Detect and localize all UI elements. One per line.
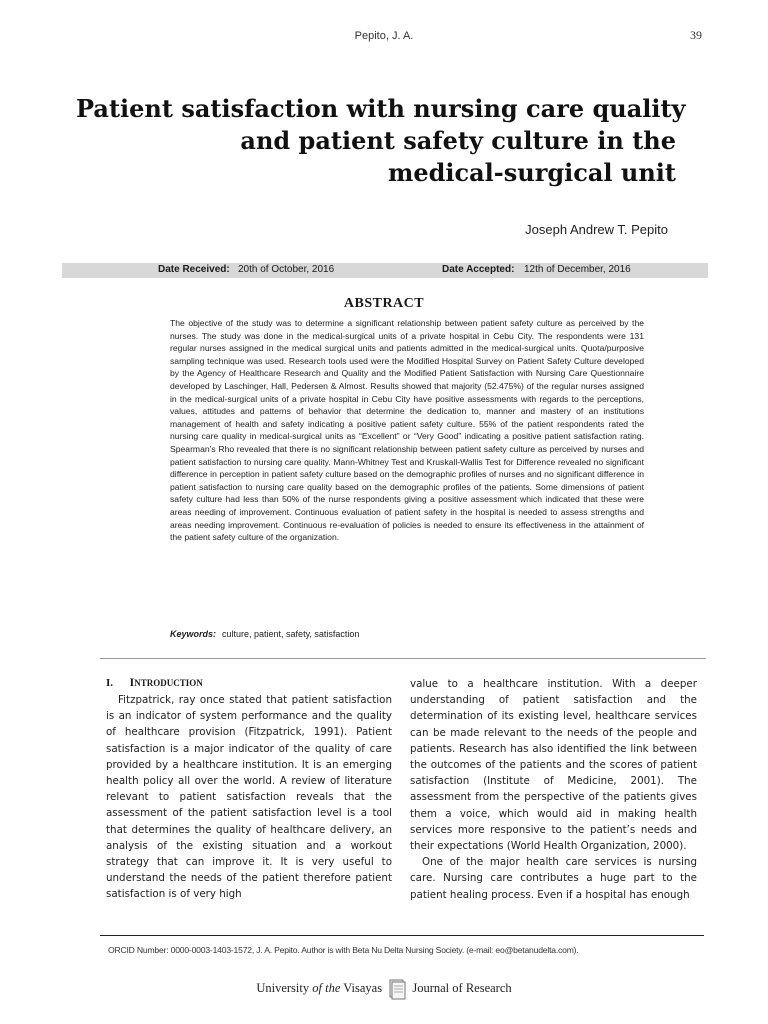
- keywords-label: Keywords:: [170, 629, 217, 639]
- section-divider: [100, 658, 706, 659]
- keywords: [170, 629, 359, 639]
- footer-of-the: of the: [312, 980, 341, 995]
- journal-footer: [0, 978, 768, 1000]
- book-logo-icon: [388, 978, 406, 1000]
- page-number: 39: [690, 28, 702, 42]
- running-head: Pepito, J. A.: [354, 30, 414, 42]
- abstract-text: The objective of the study was to determine a significant relationship between patient safety culture as perceived by the nurses. The study was done in the medical-surgical units of a private hospital in Cebu City. The respondents were 131 regular nurses assigned in the medical surgical units and patients admitted in the medical-surgical units. Quota/purposive sampling technique was used. Research tools used were the Modified Hospital Survey on Patient Safety Culture developed by the Agency of Healthcare Research and Quality and the Modified Patient Satisfaction with Nursing Care Questionnaire developed by Laschinger, Hall, Pedersen & Almost. Results showed that majority (52.475%) of the regular nurses assigned in the medical-surgical units of a private hospital in Cebu City have positive assessments with regards to the perceptions, values, attitudes and patterns of behavior that determine the dedication to, manner and mastery of an institutions management of health and safety indicating a positive patient safety culture. 55% of the patient respondents rated the nursing care quality in medical-surgical units as “Excellent” or “Very Good” indicating a positive patient satisfaction rating. Spearman’s Rho revealed that there is no significant relationship between patient safety culture as perceived by nurses and patient satisfaction to nursing care quality. Mann-Whitney Test and Kruskall-Wallis Test for Difference revealed no significant difference in perception in patient safety culture based on the demographic profiles of nurses and no significant difference in patient satisfaction to nursing care quality based on the demographic profiles of the patients. Some dimensions of patient safety culture had less than 50% of the nurse respondents giving a positive assessment which indicated that these were areas needing of improvement. Continuous evaluation of patient safety in the hospital is needed to assess strengths and areas needing improvement. Continuous re-evaluation of policies is needed to ensure its effectiveness in the attainment of the patient safety culture of the organization.: [170, 318, 644, 543]
- footer-visayas: Visayas: [340, 980, 383, 995]
- right-column-paragraph-1: value to a healthcare institution. With a deeper understanding of patient satisfaction and the determination of its existing level, healthcare services can be made relevant to the needs of the people and patients. Research has also identified the link between the outcomes of the patients and the scores of patient satisfaction (Institute of Medicine, 2001). The assessment from the perspective of the patients gives them a voice, which would aid in making health services more responsive to the patient’s needs and their expectations (World Health Organization, 2000).: [410, 678, 697, 853]
- section-title-rest: NTRODUCTION: [134, 678, 203, 688]
- right-column-paragraph-2: One of the major health care services is nursing care. Nursing care contributes a huge part to the patient healing process. Even if a hospital has enough: [410, 856, 697, 901]
- keywords-text: culture, patient, safety, satisfaction: [222, 629, 360, 639]
- footnote-divider: [100, 935, 704, 936]
- left-column: [106, 692, 392, 903]
- date-accepted-label: Date Accepted:: [442, 264, 515, 275]
- date-received-label: Date Received:: [158, 264, 230, 275]
- date-bar: [62, 263, 708, 278]
- paper-title: [76, 93, 686, 189]
- left-column-paragraph: Fitzpatrick, ray once stated that patient satisfaction is an indicator of system performance and the quality of healthcare provision (Fitzpatrick, 1991). Patient satisfaction is a major indicator of the quality of care provided by a healthcare institution. It is an emerging health policy all over the world. A review of literature relevant to patient satisfaction reveals that the assessment of the patient satisfaction level is a tool that determines the quality of healthcare delivery, an analysis of the existing situation and a workout strategy that can improve it. It is very useful to understand the needs of the patient therefore patient satisfaction is of very high: [106, 694, 392, 901]
- abstract-heading: ABSTRACT: [343, 296, 425, 311]
- section-number: I.: [106, 677, 114, 689]
- date-accepted-value: 12th of December, 2016: [524, 264, 631, 275]
- footnote: ORCID Number: 0000-0003-1403-1572, J. A. Pepito. Author is with Beta Nu Delta Nursing Society. (e-mail: eo@betanudelta.com).: [108, 945, 579, 955]
- footer-university: University: [256, 980, 313, 995]
- footer-journal: Journal of Research: [412, 980, 512, 995]
- section-heading: [106, 675, 203, 690]
- title-line-2: and patient safety culture in the: [240, 126, 676, 155]
- date-received-value: 20th of October, 2016: [238, 264, 335, 275]
- author-name: Joseph Andrew T. Pepito: [525, 222, 668, 237]
- title-line-3: medical-surgical unit: [387, 158, 676, 187]
- title-line-1: Patient satisfaction with nursing care quality: [76, 94, 686, 123]
- right-column: [410, 676, 697, 903]
- section-initial: I: [129, 675, 135, 689]
